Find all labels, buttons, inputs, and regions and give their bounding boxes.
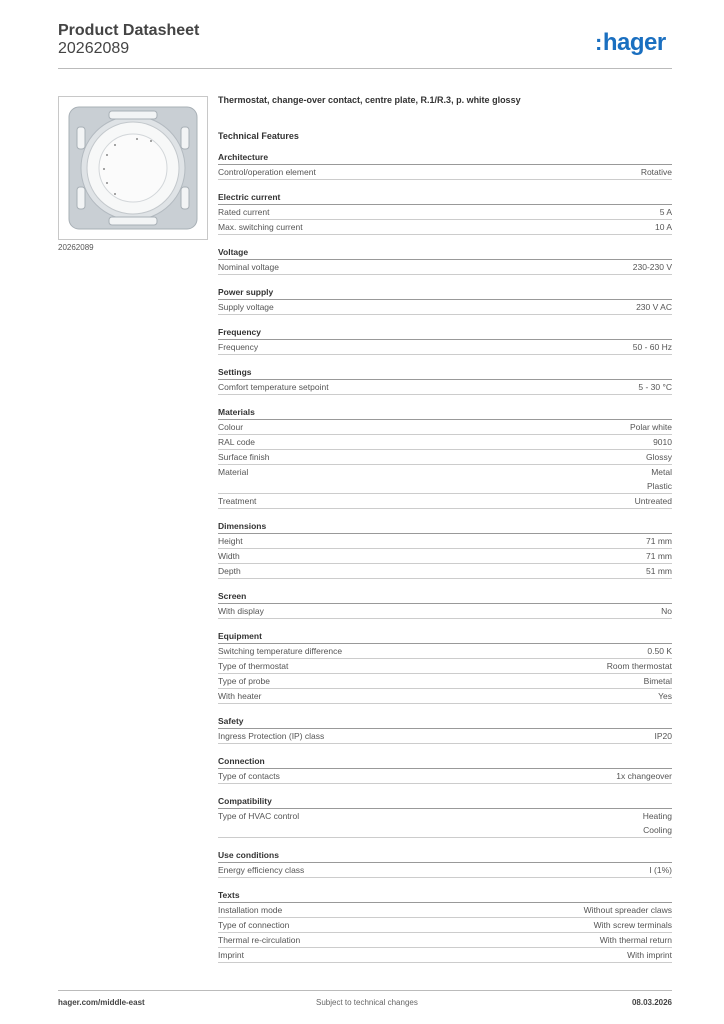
- section-spacer: [218, 355, 672, 365]
- spec-row: [218, 300, 672, 315]
- spec-row: [218, 809, 672, 838]
- header-divider: [58, 68, 672, 69]
- section-compatibility: [218, 794, 672, 848]
- spec-row: [218, 659, 672, 674]
- spec-value: Without spreader claws: [583, 905, 672, 915]
- section-heading: Settings: [218, 365, 672, 380]
- section-spacer: [218, 704, 672, 714]
- spec-label: Control/operation element: [218, 167, 316, 177]
- section-heading: Architecture: [218, 150, 672, 165]
- spec-row: [218, 465, 672, 494]
- section-voltage: [218, 245, 672, 285]
- section-spacer: [218, 395, 672, 405]
- spec-label: Treatment: [218, 496, 257, 506]
- spec-value: Bimetal: [643, 676, 672, 686]
- spec-label: Max. switching current: [218, 222, 303, 232]
- spec-row: [218, 534, 672, 549]
- spec-row: [218, 903, 672, 918]
- section-heading: Power supply: [218, 285, 672, 300]
- section-spacer: [218, 963, 672, 973]
- spec-row: [218, 674, 672, 689]
- spec-row: [218, 205, 672, 220]
- footer-website: hager.com/middle-east: [58, 998, 145, 1007]
- section-heading: Equipment: [218, 629, 672, 644]
- spec-row: [218, 165, 672, 180]
- spec-value: 230 V AC: [636, 302, 672, 312]
- spec-label: Energy efficiency class: [218, 865, 305, 875]
- section-spacer: [218, 579, 672, 589]
- section-architecture: [218, 150, 672, 190]
- section-heading: Texts: [218, 888, 672, 903]
- section-spacer: [218, 744, 672, 754]
- spec-value: 0.50 K: [647, 646, 672, 656]
- spec-value: Yes: [658, 691, 672, 701]
- spec-label: Nominal voltage: [218, 262, 279, 272]
- section-spacer: [218, 878, 672, 888]
- spec-label: Width: [218, 551, 240, 561]
- spec-label: Type of probe: [218, 676, 270, 686]
- spec-row: [218, 933, 672, 948]
- section-spacer: [218, 315, 672, 325]
- spec-label: Type of HVAC control: [218, 811, 300, 821]
- spec-value: 71 mm: [646, 551, 672, 561]
- section-heading: Screen: [218, 589, 672, 604]
- page-title: Product Datasheet: [58, 22, 200, 39]
- section-spacer: [218, 619, 672, 629]
- spec-value: IP20: [654, 731, 672, 741]
- spec-value: Rotative: [640, 167, 672, 177]
- section-equipment: [218, 629, 672, 714]
- spec-row: [218, 450, 672, 465]
- spec-row: [218, 435, 672, 450]
- section-settings: [218, 365, 672, 405]
- spec-label: Imprint: [218, 950, 244, 960]
- section-spacer: [218, 838, 672, 848]
- product-image: [58, 96, 208, 240]
- section-heading: Dimensions: [218, 519, 672, 534]
- spec-row: [218, 220, 672, 235]
- thermostat-image: [59, 97, 207, 239]
- spec-value: With thermal return: [599, 935, 672, 945]
- spec-value: 10 A: [654, 222, 672, 232]
- spec-value: Glossy: [646, 452, 672, 462]
- section-heading: Materials: [218, 405, 672, 420]
- spec-value: Room thermostat: [606, 661, 672, 671]
- spec-value: Metal Plastic: [646, 467, 672, 491]
- spec-row: [218, 420, 672, 435]
- spec-value: 5 A: [659, 207, 672, 217]
- spec-value: No: [661, 606, 672, 616]
- section-spacer: [218, 275, 672, 285]
- spec-label: Thermal re-circulation: [218, 935, 301, 945]
- spec-label: Type of contacts: [218, 771, 280, 781]
- spec-value: Heating Cooling: [642, 811, 672, 835]
- spec-label: Type of connection: [218, 920, 290, 930]
- spec-row: [218, 549, 672, 564]
- spec-label: RAL code: [218, 437, 256, 447]
- spec-label: Surface finish: [218, 452, 270, 462]
- spec-label: Colour: [218, 422, 244, 432]
- section-spacer: [218, 784, 672, 794]
- spec-row: [218, 340, 672, 355]
- spec-value: Polar white: [629, 422, 672, 432]
- spec-label: Height: [218, 536, 243, 546]
- section-power-supply: [218, 285, 672, 325]
- section-texts: [218, 888, 672, 973]
- spec-row: [218, 494, 672, 509]
- spec-value: 5 - 30 °C: [638, 382, 672, 392]
- hager-logo: :hager: [595, 29, 666, 56]
- product-title: Thermostat, change-over contact, centre plate, R.1/R.3, p. white glossy: [218, 95, 521, 105]
- spec-row: [218, 918, 672, 933]
- section-heading: Safety: [218, 714, 672, 729]
- spec-row: [218, 644, 672, 659]
- spec-label: With heater: [218, 691, 262, 701]
- footer-notice: Subject to technical changes: [316, 998, 418, 1007]
- spec-label: Rated current: [218, 207, 270, 217]
- section-use-conditions: [218, 848, 672, 888]
- spec-value: With imprint: [627, 950, 672, 960]
- spec-label: Comfort temperature setpoint: [218, 382, 329, 392]
- spec-row: [218, 689, 672, 704]
- spec-row: [218, 948, 672, 963]
- spec-row: [218, 380, 672, 395]
- spec-row: [218, 564, 672, 579]
- section-spacer: [218, 180, 672, 190]
- spec-label: Switching temperature difference: [218, 646, 343, 656]
- spec-label: With display: [218, 606, 264, 616]
- section-screen: [218, 589, 672, 629]
- spec-label: Material: [218, 467, 249, 477]
- spec-label: Installation mode: [218, 905, 283, 915]
- spec-value: With screw terminals: [593, 920, 672, 930]
- spec-label: Supply voltage: [218, 302, 274, 312]
- spec-row: [218, 863, 672, 878]
- section-electric-current: [218, 190, 672, 245]
- section-heading: Connection: [218, 754, 672, 769]
- spec-value: 51 mm: [646, 566, 672, 576]
- section-heading: Frequency: [218, 325, 672, 340]
- section-materials: [218, 405, 672, 519]
- section-heading: Voltage: [218, 245, 672, 260]
- spec-value: Untreated: [634, 496, 672, 506]
- section-heading: Electric current: [218, 190, 672, 205]
- spec-value: 50 - 60 Hz: [632, 342, 672, 352]
- section-connection: [218, 754, 672, 794]
- section-dimensions: [218, 519, 672, 589]
- section-spacer: [218, 235, 672, 245]
- image-caption: 20262089: [58, 243, 94, 252]
- spec-label: Depth: [218, 566, 241, 576]
- spec-row: [218, 604, 672, 619]
- section-heading: Compatibility: [218, 794, 672, 809]
- footer-divider: [58, 990, 672, 991]
- product-number: 20262089: [58, 40, 130, 57]
- section-safety: [218, 714, 672, 754]
- section-frequency: [218, 325, 672, 365]
- tech-features-heading: Technical Features: [218, 131, 299, 141]
- spec-value: 9010: [653, 437, 672, 447]
- section-heading: Use conditions: [218, 848, 672, 863]
- feature-sections: [218, 150, 672, 973]
- spec-row: [218, 769, 672, 784]
- section-spacer: [218, 509, 672, 519]
- footer-date: 08.03.2026: [631, 998, 672, 1007]
- datasheet-content: [218, 92, 672, 973]
- spec-row: [218, 729, 672, 744]
- spec-value: 230-230 V: [632, 262, 672, 272]
- spec-label: Ingress Protection (IP) class: [218, 731, 325, 741]
- spec-value: 71 mm: [646, 536, 672, 546]
- spec-value: 1x changeover: [616, 771, 672, 781]
- spec-label: Type of thermostat: [218, 661, 289, 671]
- spec-value: I (1%): [649, 865, 672, 875]
- spec-row: [218, 260, 672, 275]
- spec-label: Frequency: [218, 342, 259, 352]
